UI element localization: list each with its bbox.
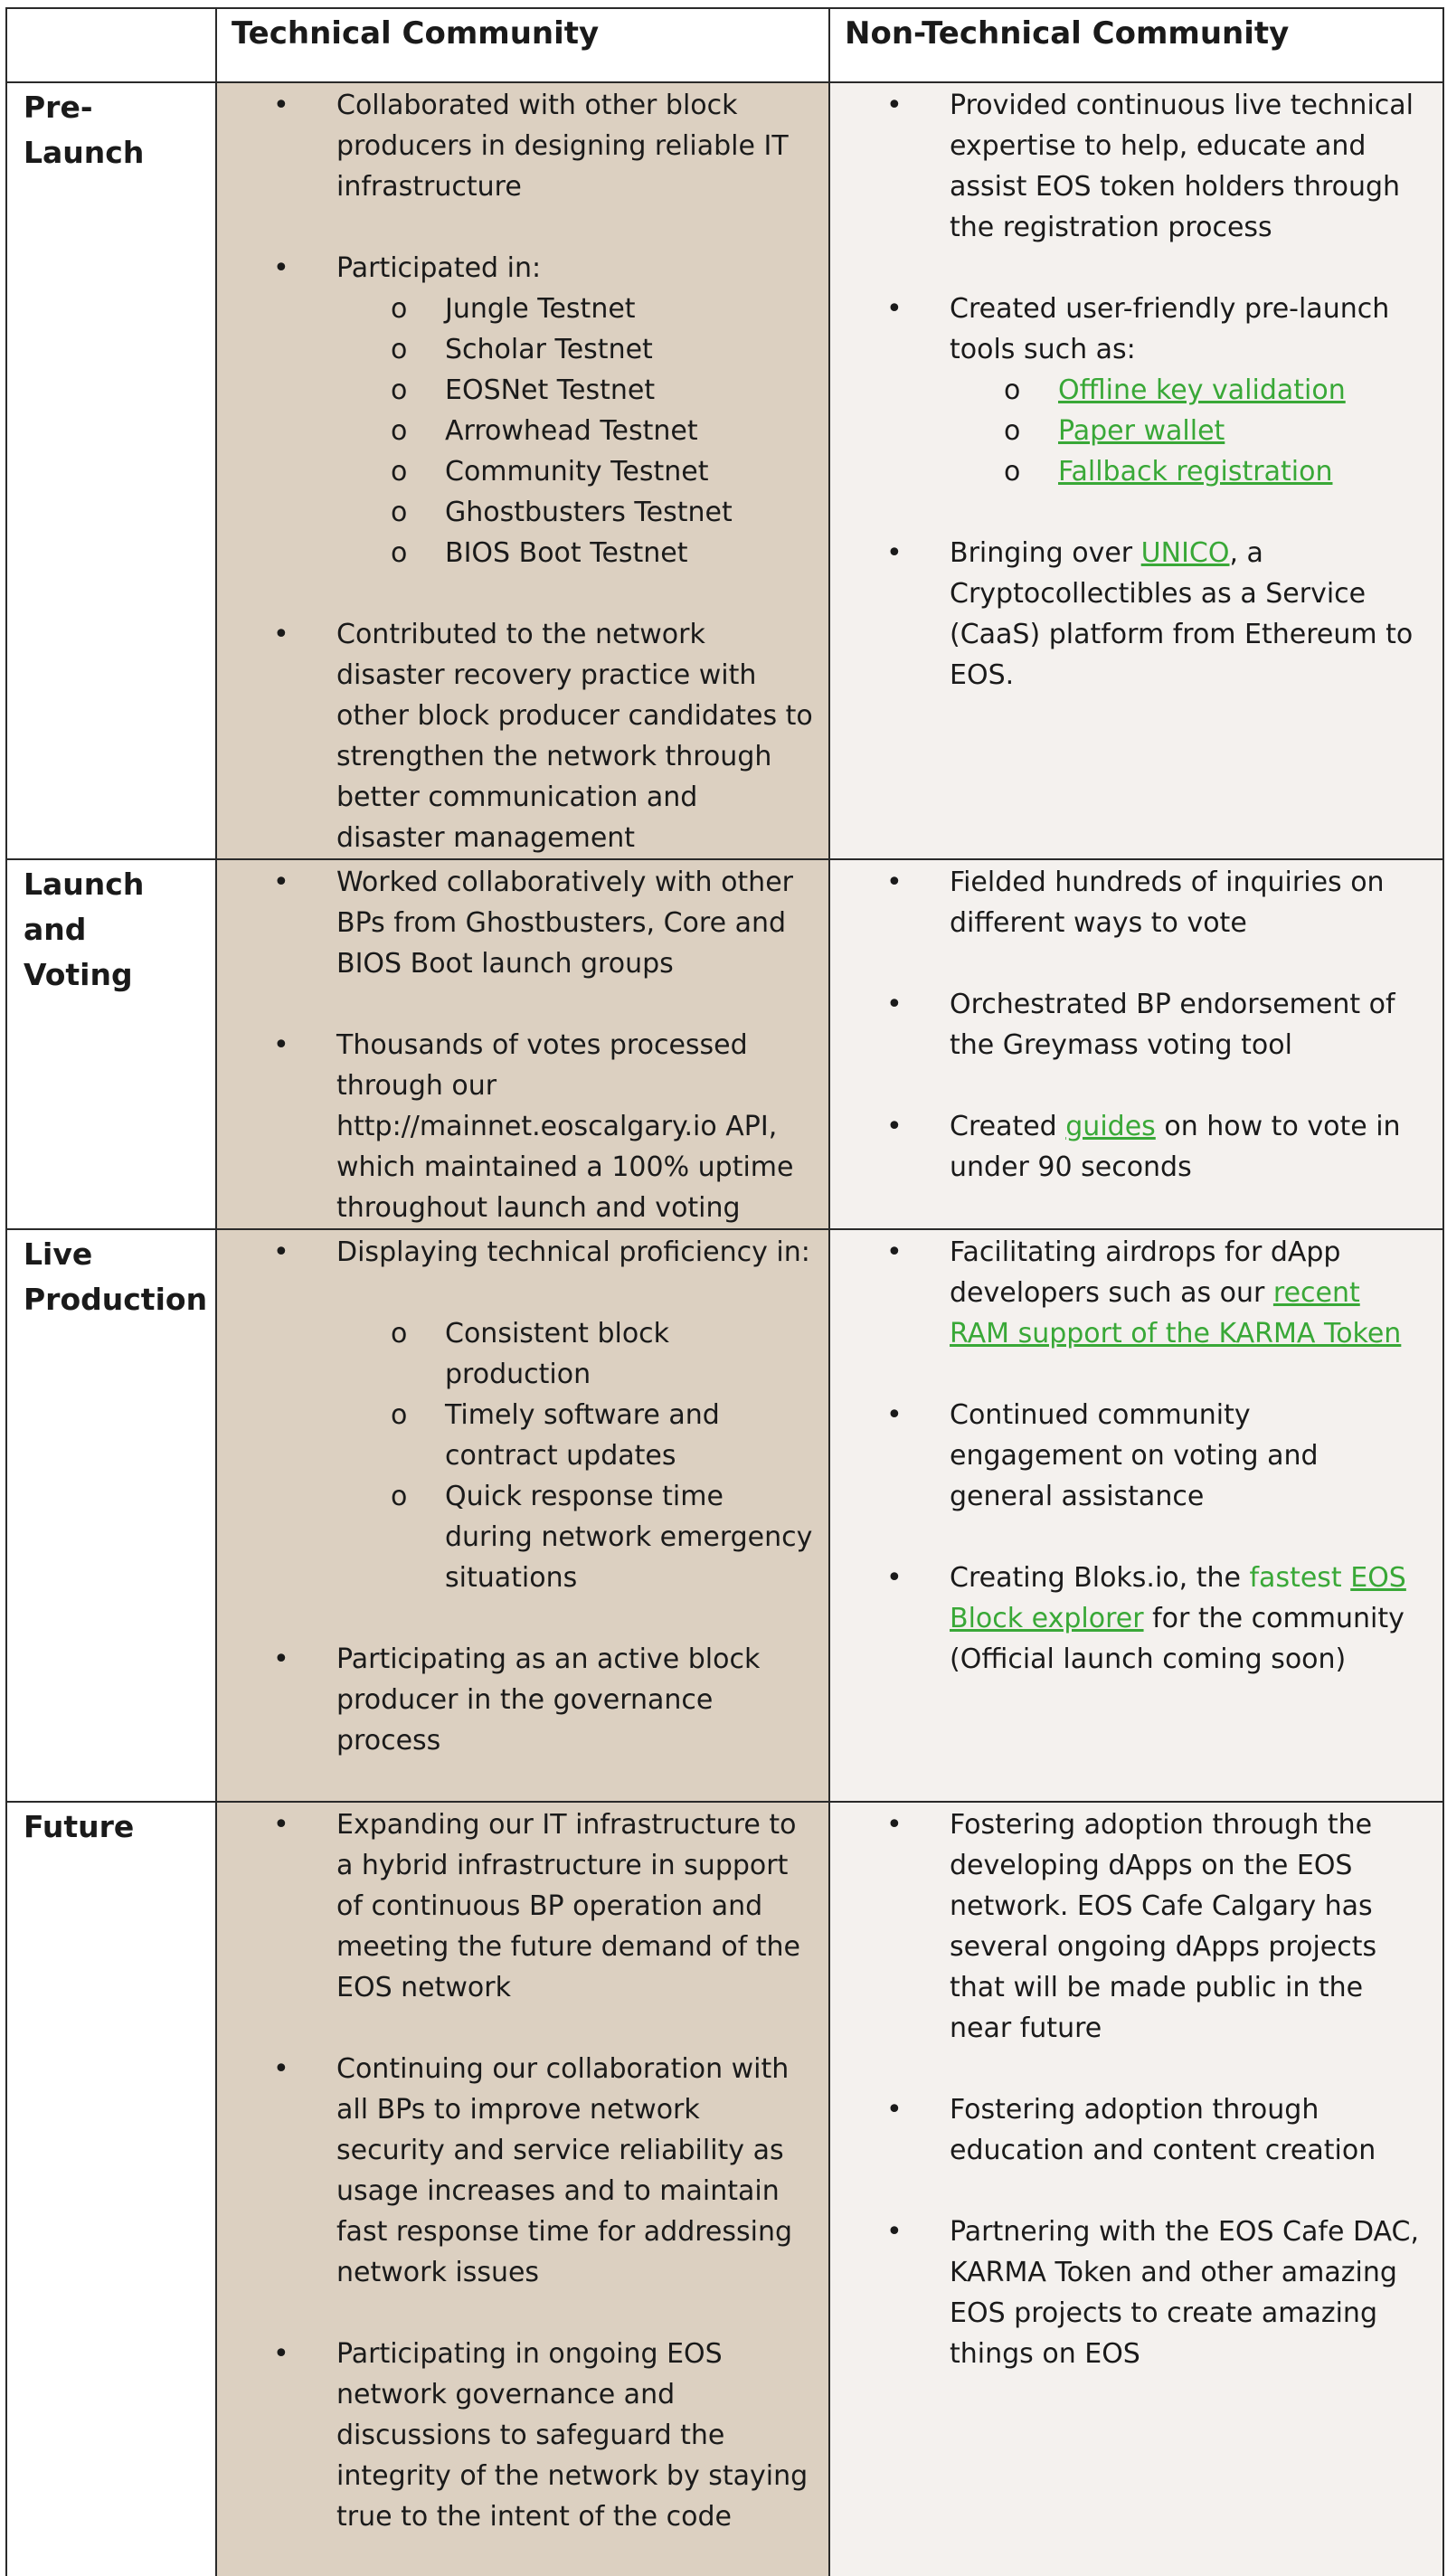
- list-item: • Partnering with the EOS Cafe DAC, KARMA Token and other amazing EOS projects to create amazing things on EOS: [950, 2211, 1428, 2374]
- sub-list-item: o Arrowhead Testnet: [445, 411, 814, 451]
- bullet-list: [217, 85, 828, 858]
- list-item: • Fostering adoption through the developing dApps on the EOS network. EOS Cafe Calgary has several ongoing dApps projects that will be made public in the near future: [950, 1804, 1428, 2049]
- non-technical-cell: [829, 1802, 1443, 2576]
- row-launch-and-voting: [6, 859, 1443, 1229]
- fastest-text: fastest: [1249, 1562, 1342, 1594]
- list-item: • Fielded hundreds of inquiries on different ways to vote: [950, 862, 1428, 943]
- sub-list-item: o Scholar Testnet: [445, 329, 814, 370]
- list-item: • Thousands of votes processed through our http://mainnet.eoscalgary.io API, which maintained a 100% uptime throughout launch and voting: [336, 1025, 814, 1228]
- phase-label: Future: [6, 1802, 216, 2576]
- header-phase-cell: [6, 8, 216, 82]
- list-item: • Bringing over UNICO, a Cryptocollectibles as a Service (CaaS) platform from Ethereum to EOS.: [950, 533, 1428, 696]
- list-item: • Collaborated with other block producers in designing reliable IT infrastructure: [336, 85, 814, 207]
- sub-list-item: o Community Testnet: [445, 451, 814, 492]
- bullet-list: [830, 862, 1442, 1188]
- list-item: • Worked collaboratively with other BPs from Ghostbusters, Core and BIOS Boot launch groups: [336, 862, 814, 984]
- list-item: • Continued community engagement on voting and general assistance: [950, 1395, 1428, 1517]
- unico-link[interactable]: UNICO: [1140, 537, 1230, 569]
- community-table: [5, 7, 1444, 2576]
- list-item: • Created guides on how to vote in under 90 seconds: [950, 1106, 1428, 1188]
- non-technical-cell: [829, 859, 1443, 1229]
- fallback-registration-link[interactable]: Fallback registration: [1058, 456, 1333, 488]
- row-live-production: [6, 1229, 1443, 1802]
- list-item: • Displaying technical proficiency in: o Consistent block production o Timely software and contract updates o Quick response time during network emergency situations: [336, 1232, 814, 1598]
- phase-label: Pre-Launch: [6, 82, 216, 859]
- sub-list-item: [1058, 411, 1428, 451]
- sub-list-item: o Jungle Testnet: [445, 289, 814, 329]
- non-technical-cell: [829, 82, 1443, 859]
- sub-list-item: o Timely software and contract updates: [445, 1395, 814, 1476]
- bullet-list: [830, 1232, 1442, 1680]
- technical-cell: [216, 1229, 829, 1802]
- sub-list-item: o BIOS Boot Testnet: [445, 533, 814, 573]
- bullet-list: [830, 1804, 1442, 2374]
- bullet-list: [217, 862, 828, 1228]
- guides-link[interactable]: guides: [1065, 1111, 1156, 1142]
- sub-list-item: o EOSNet Testnet: [445, 370, 814, 411]
- eos-block-explorer-link[interactable]: EOS Block explorer: [950, 1562, 1406, 1634]
- row-future: [6, 1802, 1443, 2576]
- sub-list-item: o Ghostbusters Testnet: [445, 492, 814, 533]
- list-item: • Facilitating airdrops for dApp developers such as our recent RAM support of the KARMA Token: [950, 1232, 1428, 1354]
- list-item: • Orchestrated BP endorsement of the Greymass voting tool: [950, 984, 1428, 1065]
- bullet-list: [217, 1232, 828, 1761]
- header-row: [6, 8, 1443, 82]
- list-item: • Fostering adoption through education and content creation: [950, 2089, 1428, 2171]
- non-technical-cell: [829, 1229, 1443, 1802]
- sub-list-item: o Quick response time during network emergency situations: [445, 1476, 814, 1598]
- tools-list: [950, 370, 1428, 492]
- phase-label: Launch and Voting: [6, 859, 216, 1229]
- list-item: • Expanding our IT infrastructure to a hybrid infrastructure in support of continuous BP operation and meeting the future demand of the EOS network: [336, 1804, 814, 2008]
- testnet-list: [336, 289, 814, 573]
- list-item: • Provided continuous live technical expertise to help, educate and assist EOS token holders through the registration process: [950, 85, 1428, 248]
- list-item: • Creating Bloks.io, the fastest EOS Block explorer for the community (Official launch coming soon): [950, 1558, 1428, 1680]
- sub-list-item: o Consistent block production: [445, 1313, 814, 1395]
- list-item: • Contributed to the network disaster recovery practice with other block producer candidates to strengthen the network through better communication and disaster management: [336, 614, 814, 858]
- karma-ram-support-link[interactable]: recent RAM support of the KARMA Token: [950, 1277, 1402, 1350]
- list-item: • Participated in: o Jungle Testnet o Scholar Testnet o EOSNet Testnet o Arrowhead Testnet o Community Testnet o Ghostbusters Testnet o BIOS Boot Testnet: [336, 248, 814, 573]
- proficiency-list: [336, 1273, 814, 1598]
- list-item: • Participating as an active block producer in the governance process: [336, 1639, 814, 1761]
- offline-key-validation-link[interactable]: Offline key validation: [1058, 374, 1346, 406]
- sub-list-item: [1058, 370, 1428, 411]
- list-item: • Participating in ongoing EOS network governance and discussions to safeguard the integrity of the network by staying true to the intent of the code: [336, 2334, 814, 2537]
- header-technical: Technical Community: [216, 8, 829, 82]
- phase-label: Live Production: [6, 1229, 216, 1802]
- list-item: • Continuing our collaboration with all BPs to improve network security and service reliability as usage increases and to maintain fast response time for addressing network issues: [336, 2049, 814, 2293]
- row-pre-launch: [6, 82, 1443, 859]
- technical-cell: [216, 1802, 829, 2576]
- technical-cell: [216, 82, 829, 859]
- sub-list-item: [1058, 451, 1428, 492]
- bullet-list: [217, 1804, 828, 2537]
- list-item: • Created user-friendly pre-launch tools such as: o Offline key validation o Paper wallet o Fallback registration: [950, 289, 1428, 492]
- header-non-technical: Non-Technical Community: [829, 8, 1443, 82]
- bullet-list: [830, 85, 1442, 696]
- technical-cell: [216, 859, 829, 1229]
- paper-wallet-link[interactable]: Paper wallet: [1058, 415, 1225, 447]
